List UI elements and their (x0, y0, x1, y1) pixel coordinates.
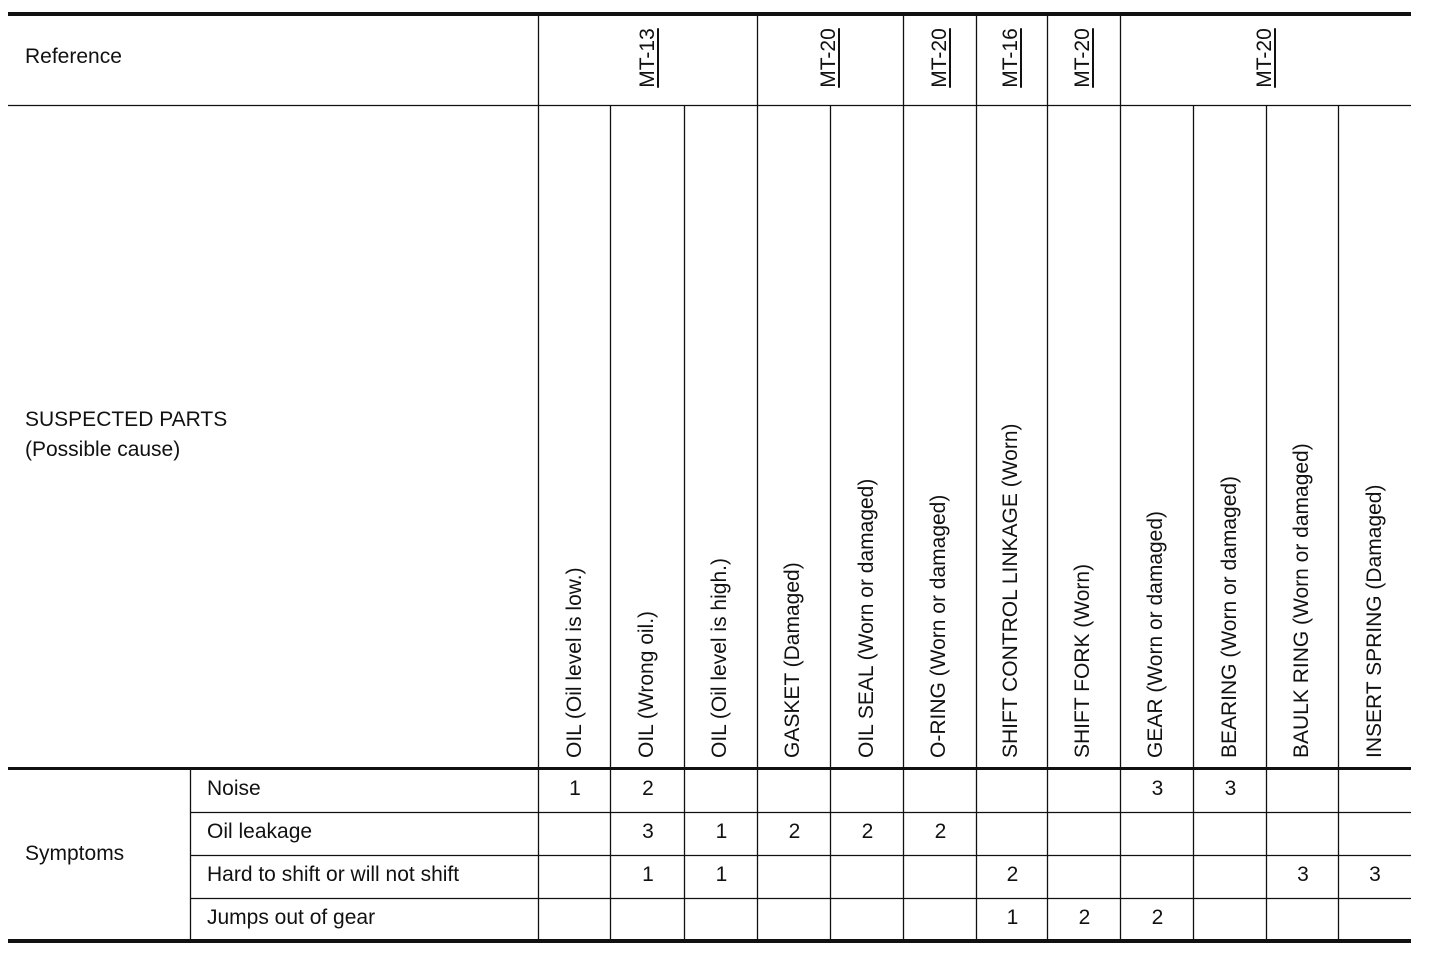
part-header: OIL SEAL (Worn or damaged) (855, 478, 878, 758)
reference-mt20-d: MT-20 (1253, 28, 1276, 88)
reference-mt20-b: MT-20 (928, 28, 951, 88)
top-rule (8, 12, 1411, 16)
part-header: OIL (Wrong oil.) (635, 610, 658, 758)
symptom-name: Noise (207, 777, 261, 800)
reference-mt16: MT-16 (999, 28, 1022, 88)
value-cell: 2 (642, 777, 654, 800)
value-cell: 2 (1006, 863, 1019, 886)
value-cell: 2 (1151, 906, 1164, 929)
reference-mt20-c: MT-20 (1071, 28, 1094, 88)
part-header: BAULK RING (Worn or damaged) (1290, 443, 1313, 758)
value-cell: 3 (1151, 777, 1164, 800)
header-bottom-rule (8, 767, 1411, 770)
reference-mt20-a: MT-20 (817, 28, 840, 88)
value-cell: 2 (788, 820, 801, 843)
part-header: BEARING (Worn or damaged) (1218, 475, 1241, 758)
value-cell: 3 (1369, 863, 1381, 886)
value-cell: 3 (1224, 777, 1237, 800)
value-cell: 3 (1297, 863, 1309, 886)
part-header: O-RING (Worn or damaged) (927, 494, 950, 758)
value-cell: 3 (642, 820, 654, 843)
part-header: INSERT SPRING (Damaged) (1363, 484, 1386, 758)
reference-label: Reference (25, 45, 122, 68)
part-header: SHIFT CONTROL LINKAGE (Worn) (999, 423, 1022, 758)
value-cell: 2 (934, 820, 947, 843)
part-header: SHIFT FORK (Worn) (1071, 563, 1094, 758)
value-cell: 2 (861, 820, 874, 843)
part-header: GEAR (Worn or damaged) (1144, 510, 1167, 758)
bottom-rule (8, 939, 1411, 943)
value-cell: 1 (1006, 906, 1019, 929)
possible-cause-label: (Possible cause) (25, 438, 181, 461)
symptom-name: Oil leakage (207, 820, 313, 843)
value-cell: 1 (569, 777, 581, 800)
part-header: GASKET (Damaged) (781, 562, 804, 758)
part-header: OIL (Oil level is low.) (563, 567, 586, 758)
value-cell: 1 (715, 863, 728, 886)
symptoms-label: Symptoms (25, 842, 125, 865)
part-header: OIL (Oil level is high.) (708, 558, 731, 758)
symptom-name: Hard to shift or will not shift (207, 863, 460, 886)
suspected-parts-label: SUSPECTED PARTS (25, 408, 228, 431)
value-cell: 1 (715, 820, 728, 843)
reference-mt13: MT-13 (636, 28, 659, 88)
value-cell: 2 (1078, 906, 1091, 929)
symptom-name: Jumps out of gear (207, 906, 376, 929)
value-cell: 1 (642, 863, 654, 886)
